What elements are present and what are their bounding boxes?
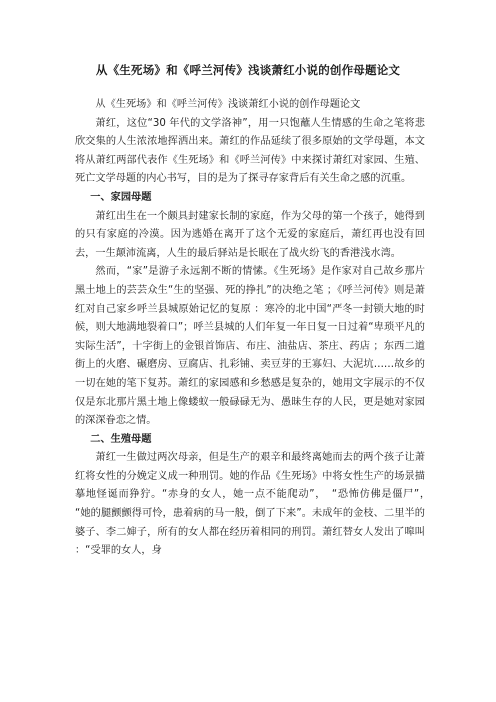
intro-paragraph: 萧红，这位“30 年代的文学洛神”，用一只饱蘸人生情感的生命之笔将悲欣交集的人生浓浓地挥洒出来。萧红的作品延续了很多原始的文学母题，本文将从萧红两部代表作《生死场》和《呼兰河传》中来探讨萧红对家园、生殖、死亡文学母题的内心书写，目的是为了探寻存家背后有关生命之感的沉重。 (75, 117, 425, 185)
section-heading-reproduction: 二、生殖母题 (90, 433, 152, 445)
body-paragraph: 萧红出生在一个颇具封建家长制的家庭，作为父母的第一个孩子，她得到的只有家庭的冷漠。因为逃婚在离开了这个无爱的家庭后，萧红再也没有回去，一生颠沛流离，人生的最后驿站是长眠在了战火纷飞的香港浅水湾。 (75, 210, 425, 259)
body-paragraph: 然而，“家”是游子永远割不断的情愫。《生死场》是作家对自己故乡那片黑土地上的芸芸众生“生的坚强、死的挣扎”的决绝之笔 ；《呼兰河传》则是萧红对自己家乡呼兰县城原始记忆的复原 ：寒冷的北中国“严冬一封锁大地的时候，则大地满地裂着口”；呼兰县城的人们年复一年日复一日过着“卑琐平凡的实际生活”，十字街上的金银首饰店、布庄、油盐店、茶庄、药店 ；东西二道街上的火磨、碾磨房、豆腐店、扎彩铺、卖豆芽的王寡妇、大泥坑……故乡的一切在她的笔下复苏。萧红的家园感和乡愁感是复杂的，她用文字展示的不仅仅是东北那片黑土地上像蝼蚁一般碌碌无为、愚昧生存的人民，更是她对家园的深深眷恋之情。 (75, 266, 425, 427)
body-paragraph: 萧红一生做过两次母亲，但是生产的艰辛和最终离她而去的两个孩子让萧红将女性的分娩定义成一种刑罚。她的作品《生死场》中将女性生产的场景描摹地怪诞而狰狞。“赤身的女人，她一点不能爬动”， “恐怖仿佛是僵尸”， “她的腿颤颤得可怜，患着病的马一般，倒了下来”。未成年的金枝、二里半的婆子、李二婶子，所有的女人都在经历着相同的刑罚。萧红替女人发出了嗥叫 ：“受罪的女人，身 (75, 452, 436, 557)
document-body (75, 96, 436, 561)
document-title: 从《生死场》和《呼兰河传》浅谈萧红小说的创作母题论文 (95, 63, 401, 77)
section-heading-homeland: 一、家园母题 (90, 191, 152, 203)
subtitle-paragraph: 从《生死场》和《呼兰河传》浅谈萧红小说的创作母题论文 (95, 99, 361, 110)
